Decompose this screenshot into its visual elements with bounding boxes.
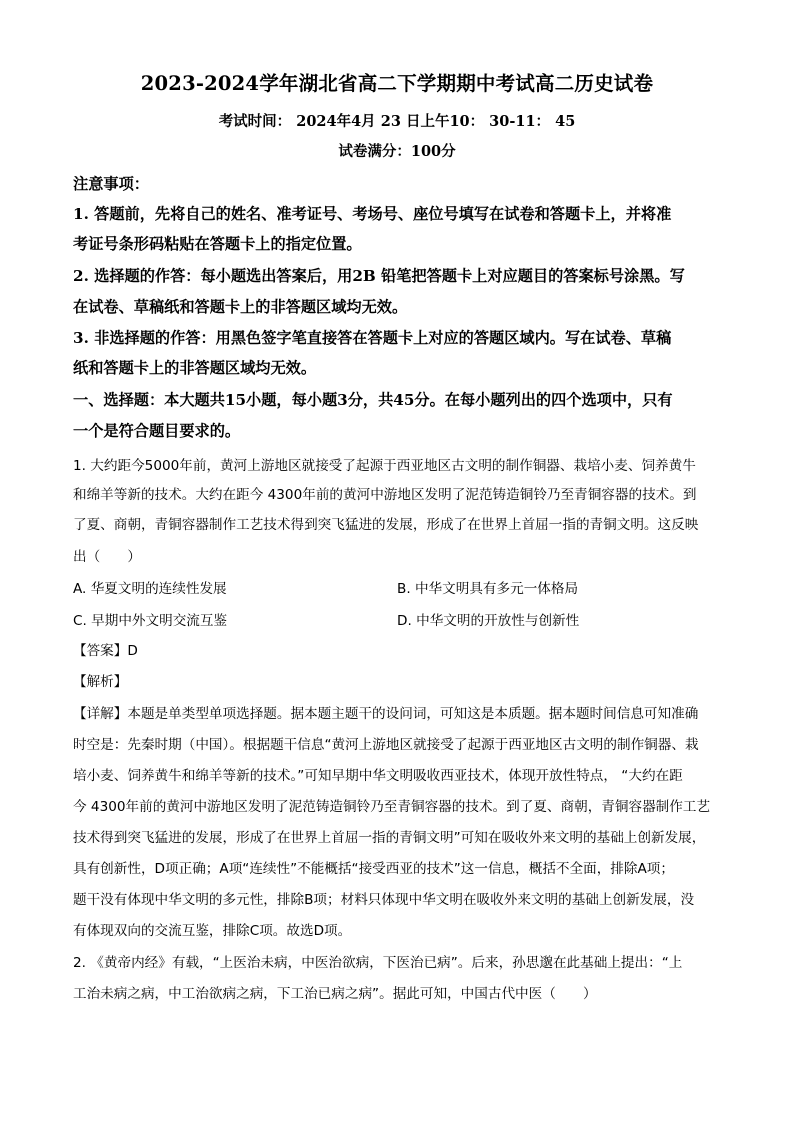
q1-stem-line-4: 出（ ） bbox=[73, 549, 141, 565]
section-heading-line-2: 一个是符合题目要求的。 bbox=[73, 422, 241, 440]
q1-option-a: A. 华夏文明的连续性发展 bbox=[73, 581, 227, 597]
q1-answer: 【答案】D bbox=[73, 643, 138, 659]
notice-item-3-line-1: 3. 非选择题的作答：用黑色签字笔直接答在答题卡上对应的答题区域内。写在试卷、草稿 bbox=[73, 329, 672, 347]
q1-detail-line-6: 具有创新性，D项正确；A项“连续性”不能概括“接受西亚的技术”这一信息，概括不全面，排除A项； bbox=[73, 861, 674, 877]
notice-heading: 注意事项： bbox=[73, 175, 149, 193]
notice-item-2-line-1: 2. 选择题的作答：每小题选出答案后，用2B 铅笔把答题卡上对应题目的答案标号涂黑。写 bbox=[73, 267, 685, 285]
q1-analysis-heading: 【解析】 bbox=[73, 674, 128, 690]
q1-option-b: B. 中华文明具有多元一体格局 bbox=[397, 581, 579, 597]
q1-detail-line-7: 题干没有体现中华文明的多元性，排除B项；材料只体现中华文明在吸收外来文明的基础上创新发展，没 bbox=[73, 892, 695, 908]
q1-detail-line-2: 时空是：先秦时期（中国）。根据题干信息“黄河上游地区就接受了起源于西亚地区古文明的制作铜器、栽 bbox=[73, 737, 699, 753]
exam-title: 2023-2024学年湖北省高二下学期期中考试高二历史试卷 bbox=[140, 72, 654, 95]
full-score: 试卷满分：100分 bbox=[338, 143, 456, 160]
notice-item-3-line-2: 纸和答题卡上的非答题区域均无效。 bbox=[73, 359, 316, 377]
q1-option-c: C. 早期中外文明交流互鉴 bbox=[73, 613, 228, 629]
q1-detail-line-5: 技术得到突飞猛进的发展，形成了在世界上首屈一指的青铜文明”可知在吸收外来文明的基础上创新发展， bbox=[73, 830, 706, 846]
q1-stem-line-1: 1. 大约距今5000年前，黄河上游地区就接受了起源于西亚地区古文明的制作铜器、栽培小麦、饲养黄牛 bbox=[73, 458, 696, 474]
exam-time: 考试时间： 2024年4月 23 日上午10： 30-11： 45 bbox=[218, 113, 576, 130]
section-heading-line-1: 一、选择题：本大题共15小题，每小题3分，共45分。在每小题列出的四个选项中，只有 bbox=[73, 391, 673, 409]
q1-detail-line-4: 今 4300年前的黄河中游地区发明了泥范铸造铜铃乃至青铜容器的技术。到了夏、商朝，青铜容器制作工艺 bbox=[73, 799, 711, 815]
q1-stem-line-2: 和绵羊等新的技术。大约在距今 4300年前的黄河中游地区发明了泥范铸造铜铃乃至青铜容器的技术。到 bbox=[73, 487, 697, 503]
notice-item-1-line-2: 考证号条形码粘贴在答题卡上的指定位置。 bbox=[73, 235, 362, 253]
q1-detail-line-8: 有体现双向的交流互鉴，排除C项。故选D项。 bbox=[73, 923, 352, 939]
q1-stem-line-3: 了夏、商朝，青铜容器制作工艺技术得到突飞猛进的发展，形成了在世界上首屈一指的青铜文明。这反映 bbox=[73, 517, 699, 533]
q1-detail-line-3: 培小麦、饲养黄牛和绵羊等新的技术。”可知早期中华文明吸收西亚技术，体现开放性特点， “大约在距 bbox=[73, 768, 683, 784]
notice-item-1-line-1: 1. 答题前，先将自己的姓名、准考证号、考场号、座位号填写在试卷和答题卡上，并将准 bbox=[73, 205, 672, 223]
q1-option-d: D. 中华文明的开放性与创新性 bbox=[397, 613, 580, 629]
notice-item-2-line-2: 在试卷、草稿纸和答题卡上的非答题区域均无效。 bbox=[73, 298, 408, 316]
q2-stem-line-2: 工治未病之病，中工治欲病之病，下工治已病之病”。据此可知，中国古代中医（ ） bbox=[73, 986, 597, 1002]
q2-stem-line-1: 2. 《黄帝内经》有载，“上医治未病，中医治欲病，下医治已病”。后来，孙思邈在此基础上提出：“上 bbox=[73, 955, 683, 971]
q1-detail-line-1: 【详解】本题是单类型单项选择题。据本题主题干的设问词，可知这是本质题。据本题时间信息可知准确 bbox=[73, 706, 699, 722]
